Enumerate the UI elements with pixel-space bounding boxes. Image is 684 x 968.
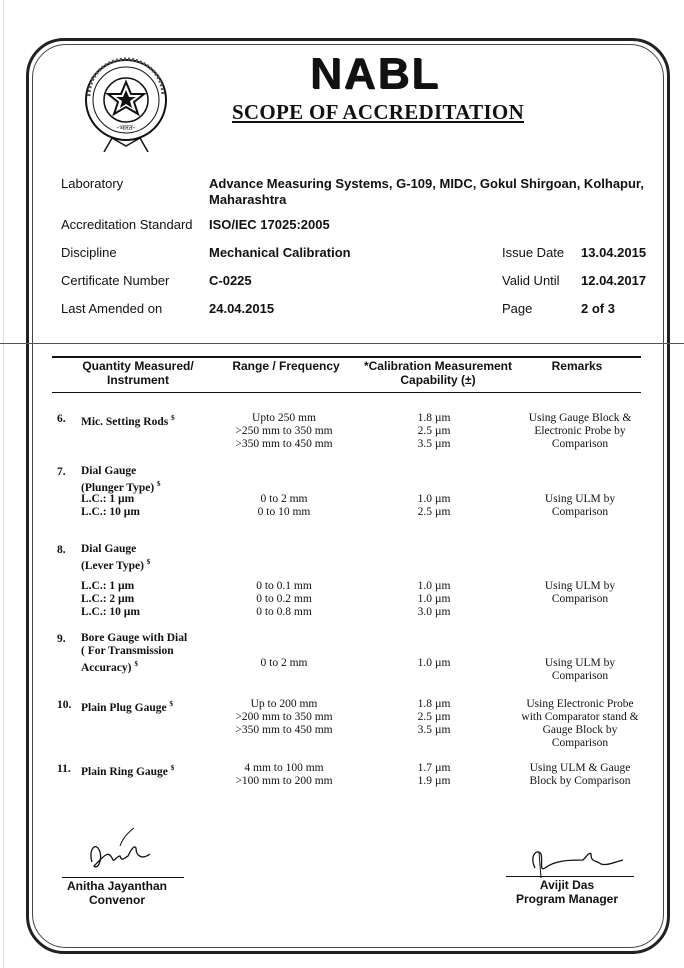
instrument-name-line: ( For Transmission [81,645,174,657]
standard-label: Accreditation Standard [61,217,193,232]
instrument-name-line: Dial Gauge [81,465,137,477]
least-count-list-line: L.C.: 1 µm [81,580,135,592]
range-values-line: >350 mm to 450 mm [235,438,333,450]
col-header-quantity-line2: Instrument [106,373,169,387]
remarks-text [510,657,650,683]
remarks-text-line: Using ULM by [544,493,616,505]
range-values-line: 0 to 2 mm [260,493,308,505]
least-count-list-line: L.C.: 1 µm [81,493,135,505]
page-label: Page [502,301,533,316]
remarks-text-line: Using ULM by [544,580,616,592]
remarks-text-line: Gauge Block by [542,724,618,736]
convenor-signature [86,826,156,872]
range-values-line: >100 mm to 200 mm [235,775,333,787]
remarks-text-line: Electronic Probe by [534,425,626,437]
range-values [214,412,354,451]
instrument-marker: $ [157,480,161,488]
manager-name: Avijit Das [539,878,595,892]
col-header-remarks: Remarks [551,359,603,373]
remarks-text [510,493,650,519]
manager-role: Program Manager [515,892,619,906]
instrument-marker: $ [146,558,151,566]
instrument-marker: $ [134,660,138,668]
cmc-values-line: 1.0 µm [417,657,451,669]
instrument-name [81,698,211,715]
instrument-name [81,412,211,429]
laboratory-value-line2: Maharashtra [209,192,287,207]
instrument-name [81,762,211,779]
cmc-values [394,580,474,619]
range-values-line: 0 to 0.8 mm [256,606,312,618]
nabl-logo: NABL [309,49,441,98]
least-count-list-line: L.C.: 2 µm [81,593,135,605]
range-values-line: Up to 200 mm [250,698,318,710]
table-top-rule [52,356,641,358]
convenor-role: Convenor [88,893,145,907]
cmc-values-line: 1.0 µm [417,493,451,505]
cmc-values-line: 3.5 µm [417,724,451,736]
remarks-text-line: Comparison [551,593,609,605]
instrument-name-line: Mic. Setting Rods [81,415,169,428]
issue-date-label: Issue Date [502,245,565,260]
range-values-line: >250 mm to 350 mm [235,425,333,437]
instrument-name [81,543,211,573]
cmc-values-line: 1.8 µm [417,698,451,710]
manager-signature [515,842,627,880]
remarks-text [510,412,650,451]
range-values-line: >200 mm to 350 mm [235,711,333,723]
col-header-cmc-line2: Capability (±) [400,373,476,387]
remarks-text-line: Comparison [551,670,609,682]
instrument-name [81,632,211,675]
row-number: 11. [57,763,71,775]
cmc-values-line: 3.0 µm [417,606,451,618]
nabl-emblem-seal [78,56,174,152]
remarks-text-line: Comparison [551,438,609,450]
remarks-text-line: Using ULM by [544,657,616,669]
table-header-rule [52,392,641,393]
cmc-values-line: 1.7 µm [417,762,451,774]
remarks-text-line: Using ULM & Gauge [529,762,631,774]
least-count-list [81,493,171,519]
laboratory-label: Laboratory [61,176,124,191]
cmc-values [394,412,474,451]
cmc-values-line: 3.5 µm [417,438,451,450]
cmc-values-line: 1.9 µm [417,775,451,787]
range-values-line: 0 to 0.2 mm [256,593,312,605]
instrument-name-line: (Plunger Type) [81,481,155,494]
instrument-name [81,465,211,495]
page-title: SCOPE OF ACCREDITATION [231,100,525,124]
cmc-values-line: 2.5 µm [417,425,451,437]
row-number: 7. [57,466,66,478]
scan-edge-line [3,0,4,968]
instrument-name-line: Plain Ring Gauge [81,765,168,778]
row-number: 9. [57,633,66,645]
range-values-line: 0 to 0.1 mm [256,580,312,592]
instrument-name-line: Dial Gauge [81,543,137,555]
discipline-label: Discipline [61,245,117,260]
cmc-values [394,762,474,788]
remarks-text [510,698,650,750]
col-header-range: Range / Frequency [232,359,340,373]
range-values-line: Upto 250 mm [252,412,316,424]
row-number: 6. [57,413,66,425]
discipline-value: Mechanical Calibration [209,245,351,260]
manager-signature-rule [506,876,634,877]
valid-until-label: Valid Until [502,273,560,288]
range-values [214,580,354,619]
instrument-name-line: Plain Plug Gauge [81,701,167,714]
least-count-list-line: L.C.: 10 µm [81,506,141,518]
certificate-value: C-0225 [209,273,252,288]
cmc-values [394,493,474,519]
remarks-text-line: Using Gauge Block & [528,412,632,424]
cmc-values [394,657,474,670]
convenor-signature-rule [62,877,184,878]
range-values-line: 0 to 10 mm [257,506,311,518]
remarks-text-line: with Comparator stand & [521,711,639,723]
emblem-caption: -भारत- [116,124,136,132]
instrument-marker: $ [170,764,175,772]
col-header-cmc-line1: *Calibration Measurement [363,359,513,373]
certificate-label: Certificate Number [61,273,170,288]
laboratory-value [209,176,649,208]
range-values-line: 4 mm to 100 mm [244,762,324,774]
col-header-cmc [358,359,518,387]
range-values [214,762,354,788]
col-header-quantity [70,359,206,387]
row-number: 10. [57,699,72,711]
remarks-text [510,762,650,788]
scan-fold-line [0,343,684,344]
remarks-text-line: Comparison [551,506,609,518]
remarks-text [510,580,650,606]
issue-date-value: 13.04.2015 [581,245,647,260]
range-values-line: >350 mm to 450 mm [235,724,333,736]
cmc-values [394,698,474,737]
range-values [214,493,354,519]
cmc-values-line: 1.0 µm [417,580,451,592]
least-count-list [81,580,171,619]
amended-value: 24.04.2015 [209,301,275,316]
instrument-marker: $ [171,414,175,422]
instrument-name-line: Bore Gauge with Dial [81,632,188,644]
laboratory-value-line1: Advance Measuring Systems, G-109, MIDC, Gokul Shirgoan, Kolhapur, [209,176,644,191]
range-values [214,657,354,670]
standard-value: ISO/IEC 17025:2005 [209,217,330,232]
range-values-line: 0 to 2 mm [260,657,308,669]
range-values [214,698,354,737]
cmc-values-line: 1.8 µm [417,412,451,424]
convenor-name: Anitha Jayanthan [66,879,168,893]
cmc-values-line: 1.0 µm [417,593,451,605]
least-count-list-line: L.C.: 10 µm [81,606,141,618]
cmc-values-line: 2.5 µm [417,506,451,518]
instrument-name-line: Accuracy) [81,661,132,674]
remarks-text-line: Comparison [551,737,609,749]
remarks-text-line: Using Electronic Probe [526,698,634,710]
valid-until-value: 12.04.2017 [581,273,647,288]
cmc-values-line: 2.5 µm [417,711,451,723]
row-number: 8. [57,544,66,556]
instrument-name-line: (Lever Type) [81,559,144,572]
page-value: 2 of 3 [581,301,615,316]
amended-label: Last Amended on [61,301,163,316]
instrument-marker: $ [169,700,173,708]
col-header-quantity-line1: Quantity Measured/ [82,359,194,373]
remarks-text-line: Block by Comparison [529,775,631,787]
